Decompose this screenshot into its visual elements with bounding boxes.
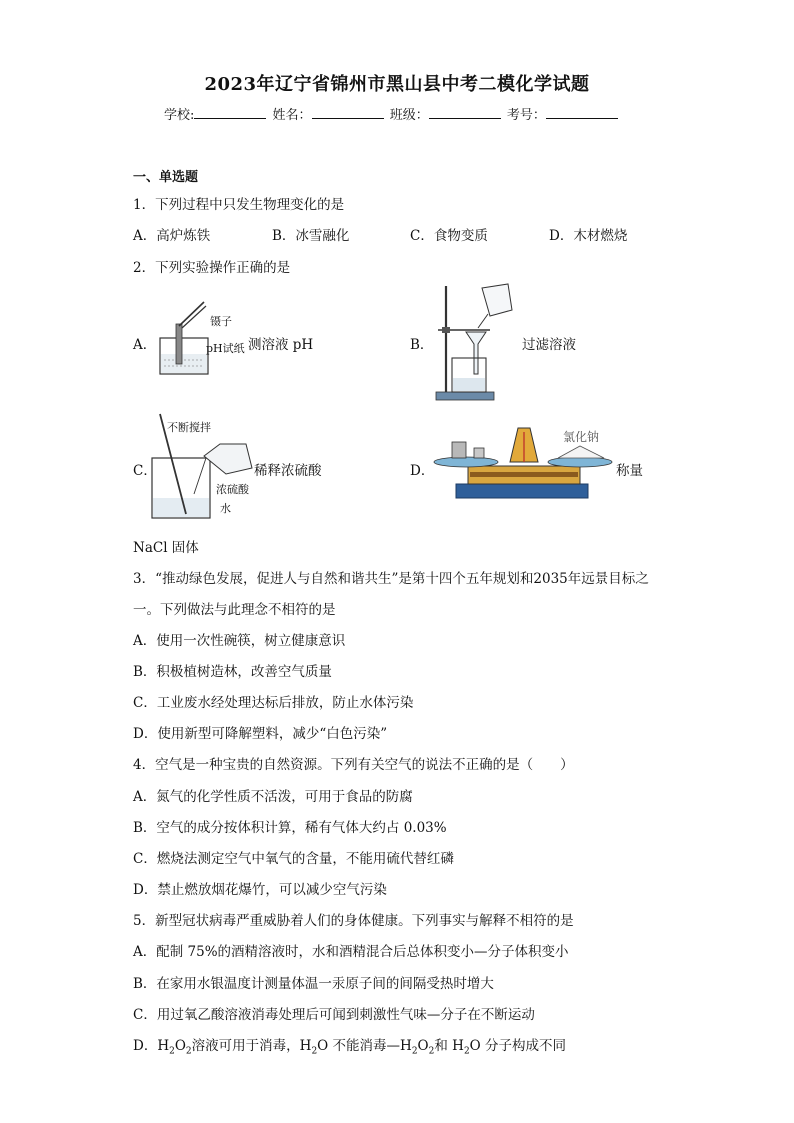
q2-option-a-letter: A．	[133, 337, 157, 353]
q2-option-b-label: 过滤溶液	[522, 337, 576, 353]
q1-option-d: D．木材燃烧	[549, 228, 628, 244]
subscript: 2	[169, 1046, 175, 1057]
subscript: 2	[411, 1046, 418, 1057]
q5-d-part: D．H	[133, 1038, 170, 1054]
page-title: 2023年辽宁省锦州市黑山县中考二模化学试题	[204, 74, 590, 95]
q2-a-tweezers-label: 镊子	[210, 315, 232, 328]
q4-option-b: B．空气的成分按体积计算，稀有气体大约占 0.03%	[133, 820, 447, 836]
q4-option-a: A．氮气的化学性质不活泼，可用于食品的防腐	[133, 789, 413, 805]
subscript: 2	[311, 1046, 318, 1057]
subscript: 2	[185, 1046, 192, 1057]
class-blank[interactable]	[429, 106, 501, 119]
q2-option-d-tail: NaCl 固体	[133, 540, 199, 556]
id-blank[interactable]	[546, 106, 618, 119]
q5-option-d	[133, 1034, 566, 1057]
q1-stem: 1．下列过程中只发生物理变化的是	[133, 197, 345, 213]
q2-d-nacl-label: 氯化钠	[563, 430, 600, 444]
school-label: 学校:	[164, 108, 195, 123]
q5-d-part: O 分子构成不同	[469, 1038, 567, 1054]
q5-stem: 5．新型冠状病毒严重威胁着人们的身体健康。下列事实与解释不相符的是	[133, 913, 574, 929]
q5-d-part: 和 H	[434, 1038, 464, 1054]
q5-d-part: O	[417, 1038, 429, 1054]
q5-option-b: B．在家用水银温度计测量体温一汞原子间的间隔受热时增大	[133, 976, 494, 992]
q2-option-d-label: 称量	[616, 463, 643, 479]
q2-option-b-letter: B．	[410, 337, 434, 353]
student-info-line	[164, 104, 620, 123]
q4-option-d: D．禁止燃放烟花爆竹，可以减少空气污染	[133, 882, 387, 898]
q2-option-d-letter: D．	[410, 463, 435, 479]
q2-c-stir-label: 不断搅拌	[167, 421, 211, 434]
class-label: 班级：	[389, 108, 429, 123]
subscript: 2	[428, 1046, 435, 1057]
school-blank[interactable]	[194, 106, 266, 119]
ph-test-figure	[152, 296, 252, 380]
section-heading: 一、单选题	[133, 170, 199, 185]
q5-option-a: A．配制 75%的酒精溶液时，水和酒精混合后总体积变小—分子体积变小	[133, 944, 569, 960]
q3-option-c: C．工业废水经处理达标后排放，防止水体污染	[133, 695, 414, 711]
q4-option-c: C．燃烧法测定空气中氧气的含量，不能用硫代替红磷	[133, 851, 454, 867]
id-label: 考号：	[506, 108, 546, 123]
q5-d-part: O	[174, 1038, 186, 1054]
subscript: 2	[463, 1046, 470, 1057]
q2-option-c-letter: C．	[133, 463, 157, 479]
q4-stem: 4．空气是一种宝贵的自然资源。下列有关空气的说法不正确的是（ ）	[133, 757, 574, 773]
name-blank[interactable]	[312, 106, 384, 119]
q3-stem-line2: 一。下列做法与此理念不相符的是	[133, 602, 336, 618]
q5-d-part: 溶液可用于消毒，H	[191, 1038, 312, 1054]
q3-option-a: A．使用一次性碗筷，树立健康意识	[133, 633, 346, 649]
q1-option-b: B．冰雪融化	[272, 228, 350, 244]
q3-option-b: B．积极植树造林，改善空气质量	[133, 664, 332, 680]
q2-c-acid-label: 浓硫酸	[216, 483, 249, 496]
q3-stem-line1: 3．“推动绿色发展，促进人与自然和谐共生”是第十四个五年规划和2035年远景目标之	[133, 571, 649, 587]
q2-a-ph-paper-label: pH试纸	[206, 342, 245, 355]
q5-option-c: C．用过氧乙酸溶液消毒处理后可闻到刺激性气味—分子在不断运动	[133, 1007, 535, 1023]
filtration-figure	[430, 282, 530, 404]
q3-option-d: D．使用新型可降解塑料，减少“白色污染”	[133, 726, 388, 742]
q1-option-c: C．食物变质	[410, 228, 488, 244]
q1-option-a: A．高炉炼铁	[133, 228, 211, 244]
q5-d-part: O 不能消毒—H	[317, 1038, 412, 1054]
name-label: 姓名：	[272, 108, 312, 123]
q2-option-c-label: 稀释浓硫酸	[254, 463, 322, 479]
q2-option-a-label: 测溶液 pH	[248, 337, 314, 353]
q2-c-water-label: 水	[220, 502, 231, 515]
q2-stem: 2．下列实验操作正确的是	[133, 260, 291, 276]
